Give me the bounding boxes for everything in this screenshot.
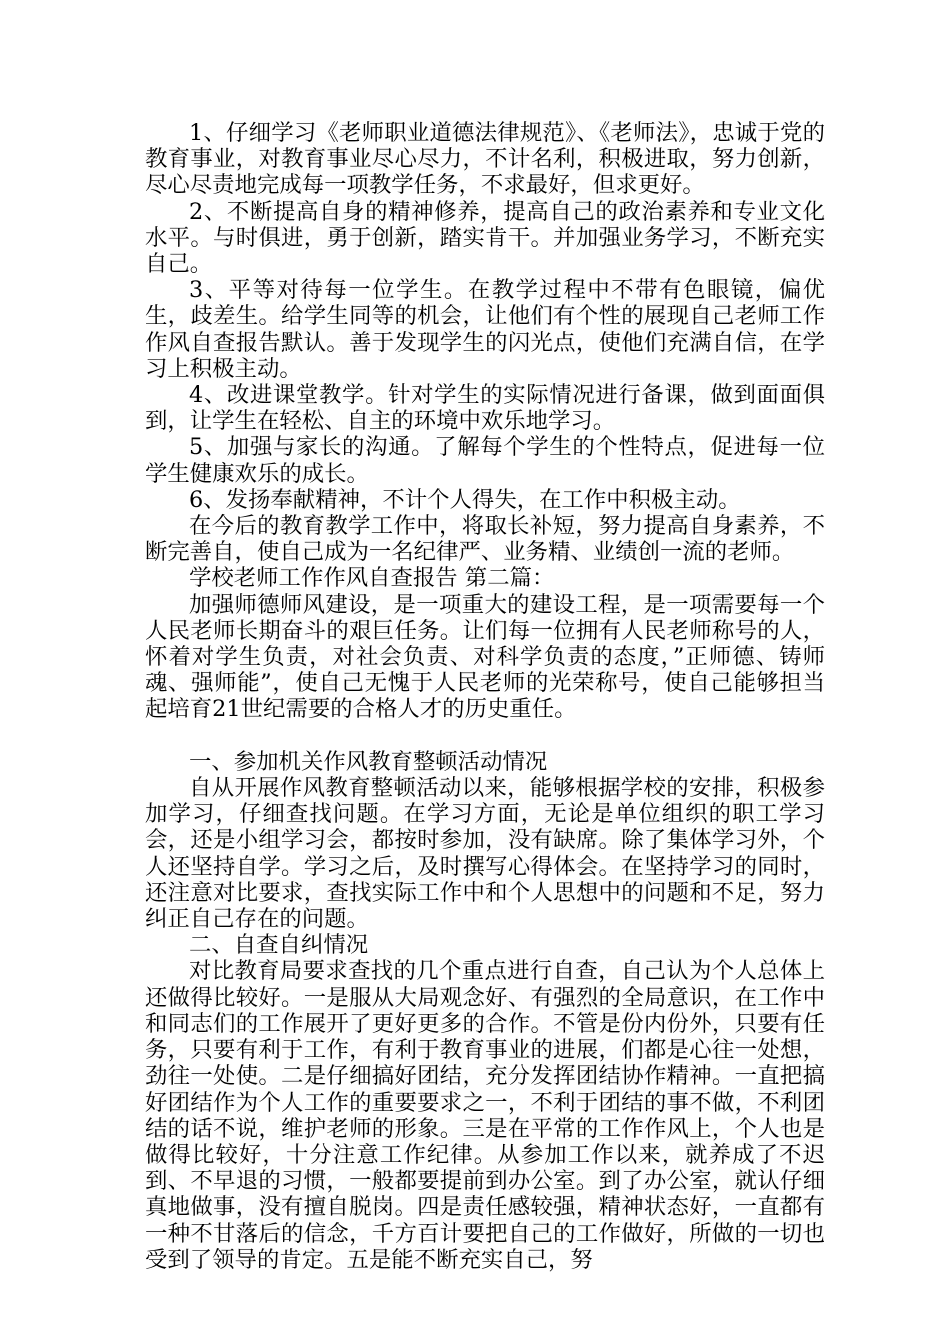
paragraph-6: 6、发扬奉献精神，不计个人得失，在工作中积极主动。 <box>189 486 741 513</box>
paragraph-4: 4、改进课堂教学。针对学生的实际情况进行备课，做到面面俱到，让学生在轻松、自主的环境中欢乐地学习。 <box>145 382 825 435</box>
section-heading-one: 一、参加机关作风教育整顿活动情况 <box>189 748 548 775</box>
paragraph-11: 自从开展作风教育整顿活动以来，能够根据学校的安排，积极参加学习，仔细查找问题。在学习方面，无论是单位组织的职工学习会，还是小组学习会，都按时参加，没有缺席。除了集体学习外，个人还坚持自学。学习之后，及时撰写心得体会。在坚持学习的同时，还注意对比要求，查找实际工作中和个人思想中的问题和不足，努力纠正自己存在的问题。 <box>145 775 825 933</box>
paragraph-3: 3、平等对待每一位学生。在教学过程中不带有色眼镜，偏优生，歧差生。给学生同等的机会，让他们有个性的展现自己老师工作作风自查报告默认。善于发现学生的闪光点，使他们充满自信，在学习上积极主动。 <box>145 277 825 382</box>
paragraph-5: 5、加强与家长的沟通。了解每个学生的个性特点，促进每一位学生健康欢乐的成长。 <box>145 434 825 487</box>
paragraph-9: 加强师德师风建设，是一项重大的建设工程，是一项需要每一个人民老师长期奋斗的艰巨任务。让们每一位拥有人民老师称号的人，怀着对学生负责，对社会负责、对科学负责的态度，”正师德、铸师魂、强师能”，使自己无愧于人民老师的光荣称号，使自己能够担当起培育21世纪需要的合格人才的历史重任。 <box>145 591 825 723</box>
blank-line <box>145 723 825 749</box>
document-body <box>145 120 825 1273</box>
paragraph-1: 1、仔细学习《老师职业道德法律规范》、《老师法》，忠诚于党的教育事业，对教育事业尽心尽力，不计名利，积极进取，努力创新，尽心尽责地完成每一项教学任务，不求最好，但求更好。 <box>145 120 825 199</box>
paragraph-7: 在今后的教育教学工作中，将取长补短，努力提高自身素养，不断完善自，使自己成为一名纪律严、业务精、业绩创一流的老师。 <box>145 513 825 566</box>
paragraph-13: 对比教育局要求查找的几个重点进行自查，自己认为个人总体上还做得比较好。一是服从大局观念好、有强烈的全局意识，在工作中和同志们的工作展开了更好更多的合作。不管是份内份外，只要有任务，只要有利于工作，有利于教育事业的进展，们都是心往一处想，劲往一处使。二是仔细搞好团结，充分发挥团结协作精神。一直把搞好团结作为个人工作的重要要求之一，不利于团结的事不做，不利团结的话不说，维护老师的形象。三是在平常的工作作风上，个人也是做得比较好，十分注意工作纪律。从参加工作以来，就养成了不迟到、不早退的习惯，一般都要提前到办公室。到了办公室，就认仔细真地做事，没有擅自脱岗。四是责任感较强，精神状态好，一直都有一种不甘落后的信念，千方百计要把自己的工作做好，所做的一切也受到了领导的肯定。五是能不断充实自己，努 <box>145 958 825 1273</box>
section-heading-two: 二、自查自纠情况 <box>189 932 369 959</box>
paragraph-2: 2、不断提高自身的精神修养，提高自己的政治素养和专业文化水平。与时俱进，勇于创新，踏实肯干。并加强业务学习，不断充实自己。 <box>145 198 825 278</box>
section-heading-part-two: 学校老师工作作风自查报告 第二篇： <box>189 565 555 592</box>
